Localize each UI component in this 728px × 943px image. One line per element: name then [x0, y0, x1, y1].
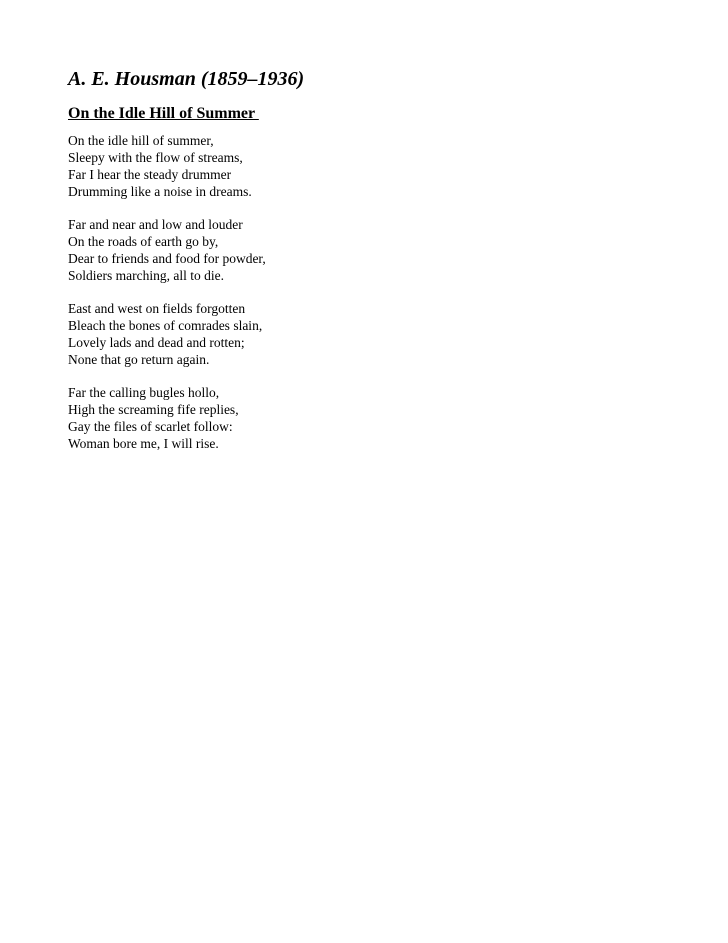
document-page: [68, 66, 668, 468]
stanza-4: [68, 384, 668, 452]
stanza-3: [68, 300, 668, 368]
poem-line: Lovely lads and dead and rotten;: [68, 335, 245, 350]
poem-line: Gay the files of scarlet follow:: [68, 419, 233, 434]
poem-line: On the idle hill of summer,: [68, 133, 214, 148]
poem-line: Soldiers marching, all to die.: [68, 268, 224, 283]
poem-line: Sleepy with the flow of streams,: [68, 150, 243, 165]
poem-line: High the screaming fife replies,: [68, 402, 239, 417]
poem-line: Far I hear the steady drummer: [68, 167, 232, 182]
poem-line: None that go return again.: [68, 352, 210, 367]
poem-title: On the Idle Hill of Summer: [68, 105, 259, 122]
poem-line: East and west on fields forgotten: [68, 301, 246, 316]
poem-line: Drumming like a noise in dreams.: [68, 184, 252, 199]
poem-line: Far and near and low and louder: [68, 217, 243, 232]
stanza-2: [68, 216, 668, 284]
poem-line: Woman bore me, I will rise.: [68, 436, 219, 451]
poem-line: On the roads of earth go by,: [68, 234, 219, 249]
poem-line: Dear to friends and food for powder,: [68, 251, 266, 266]
poem-line: Bleach the bones of comrades slain,: [68, 318, 263, 333]
stanza-1: [68, 132, 668, 200]
author-heading: A. E. Housman (1859–1936): [68, 68, 305, 90]
poem-line: Far the calling bugles hollo,: [68, 385, 220, 400]
poem-body: [68, 132, 668, 452]
